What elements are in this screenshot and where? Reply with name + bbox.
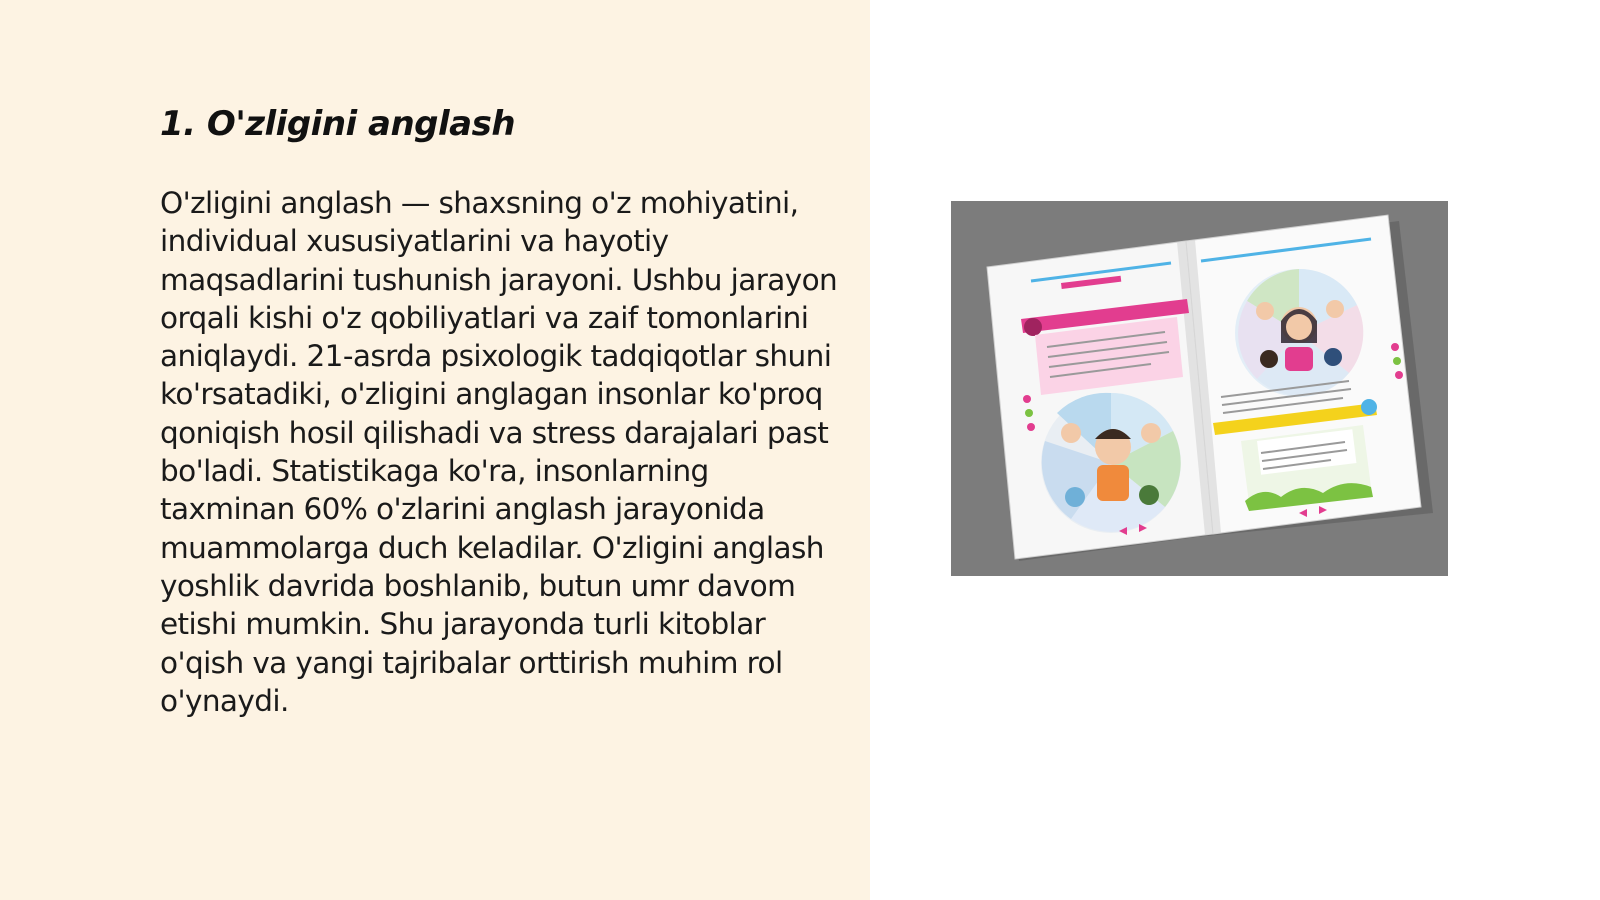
open-book-illustration [951,201,1448,576]
slide-body-text: O'zligini anglash — shaxsning o'z mohiyatini, individual xususiyatlarini va hayotiy maqsadlarini tushunish jarayoni. Ushbu jarayon orqali kishi o'z qobiliyatlari va zaif tomonlarini aniqlaydi. 21-asrda psixologik tadqiqotlar shuni ko'rsatadiki, o'zligini anglagan insonlar ko'proq qoniqish hosil qilishadi va stress darajalari past bo'ladi. Statistikaga ko'ra, insonlarning taxminan 60% o'zlarini anglash jarayonida muammolarga duch keladilar. O'zligini anglash yoshlik davrida boshlanib, butun umr davom etishi mumkin. Shu jarayonda turli kitoblar o'qish va yangi tajribalar orttirish muhim rol o'ynaydi. [160,186,838,718]
slide-title: 1. O'zligini anglash [160,104,516,144]
textbook-photo [951,201,1448,576]
